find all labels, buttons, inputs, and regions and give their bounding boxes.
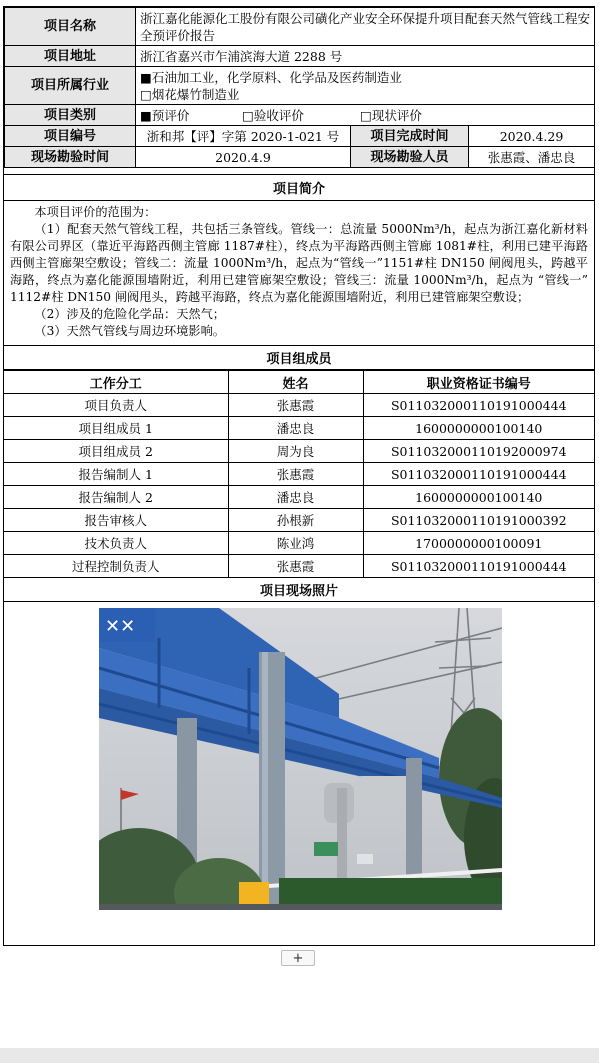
table-row (4, 440, 594, 463)
category-option-label: 验收评价 (253, 107, 304, 123)
completion-time-value: 2020.4.29 (469, 126, 595, 147)
member-name-cell: 周为良 (228, 440, 363, 463)
project-name-value: 浙江嘉化能源化工股份有限公司磺化产业安全环保提升项目配套天然气管线工程安全预评价报告 (136, 8, 595, 46)
table-row (4, 509, 594, 532)
table-row (4, 463, 594, 486)
category-option-pre (140, 107, 242, 124)
member-role-cell: 报告审核人 (4, 509, 228, 532)
industry-option-petrochem (140, 69, 590, 86)
checkbox-unchecked-icon: □ (360, 107, 372, 123)
member-role-cell: 报告编制人 2 (4, 486, 228, 509)
member-name-cell: 张惠霞 (228, 463, 363, 486)
category-option-acceptance (242, 107, 360, 124)
completion-time-label: 项目完成时间 (351, 126, 469, 147)
column-header-certificate: 职业资格证书编号 (363, 371, 594, 394)
checkbox-unchecked-icon: □ (242, 107, 254, 123)
project-number-label: 项目编号 (5, 126, 136, 147)
member-role-cell: 技术负责人 (4, 532, 228, 555)
project-category-label: 项目类别 (5, 105, 136, 126)
expand-button[interactable]: + (281, 950, 315, 966)
intro-paragraph: （2）涉及的危险化学品：天然气； (34, 307, 225, 321)
member-certificate-cell: 1700000000100091 (363, 532, 594, 555)
member-name-cell: 张惠霞 (228, 394, 363, 417)
survey-staff-label: 现场勘验人员 (351, 147, 469, 168)
column-header-name: 姓名 (228, 371, 363, 394)
photo-area (4, 602, 594, 911)
intro-paragraph: 本项目评价的范围为： (34, 205, 157, 219)
checkbox-checked-icon: ■ (140, 107, 152, 123)
member-role-cell: 项目组成员 1 (4, 417, 228, 440)
photo-section-title: 项目现场照片 (4, 578, 594, 602)
bottom-scroll-bar[interactable] (0, 1048, 599, 1063)
spacer-row (4, 168, 594, 175)
project-info-table (4, 7, 595, 168)
survey-time-value: 2020.4.9 (136, 147, 351, 168)
site-photo-illustration (99, 608, 502, 910)
industry-option-label: 石油加工业，化学原料、化学品及医药制造业 (151, 69, 402, 85)
project-address-value: 浙江省嘉兴市乍浦滨海大道 2288 号 (136, 46, 595, 67)
survey-time-label: 现场勘验时间 (5, 147, 136, 168)
member-certificate-cell: S011032000110191000444 (363, 555, 594, 578)
member-role-cell: 报告编制人 1 (4, 463, 228, 486)
project-category-options (136, 105, 595, 126)
survey-staff-value: 张惠霞、潘忠良 (469, 147, 595, 168)
intro-body (4, 201, 594, 346)
column-header-role: 工作分工 (4, 371, 228, 394)
member-role-cell: 过程控制负责人 (4, 555, 228, 578)
site-photo (99, 608, 502, 910)
category-option-status (360, 107, 422, 124)
industry-option-fireworks (140, 86, 590, 103)
member-name-cell: 孙根新 (228, 509, 363, 532)
category-option-label: 预评价 (151, 107, 190, 123)
member-name-cell: 潘忠良 (228, 486, 363, 509)
member-certificate-cell: 1600000000100140 (363, 417, 594, 440)
members-table (4, 370, 594, 578)
checkbox-checked-icon: ■ (140, 69, 152, 85)
checkbox-unchecked-icon: □ (140, 86, 152, 102)
intro-paragraph: （1）配套天然气管线工程，共包括三条管线。管线一：总流量 5000Nm³/h，起点为浙江嘉化新材料有限公司界区（靠近平海路西侧主管廊 1187#柱），终点为平海路西侧主管廊 1081#柱，利用已建平海路西侧主管廊架空敷设；管线二：流量 1000Nm³/h，起点为“管线一”1151#柱 DN150 闸阀甩头，跨越平海路，终点为嘉化能源围墙附近，利用已建管廊架空敷设；管线三：流量 1000Nm³/h，起点为 “管线一” 1112#柱 DN150 闸阀甩头，跨越平海路，终点为嘉化能源围墙附近，利用已建管廊架空敷设； (10, 222, 588, 304)
member-role-cell: 项目负责人 (4, 394, 228, 417)
member-certificate-cell: S011032000110192000974 (363, 440, 594, 463)
member-name-cell: 张惠霞 (228, 555, 363, 578)
table-row (4, 486, 594, 509)
member-name-cell: 陈业鸿 (228, 532, 363, 555)
table-row (4, 417, 594, 440)
project-address-label: 项目地址 (5, 46, 136, 67)
project-number-value: 浙和邦【评】字第 2020-1-021 号 (136, 126, 351, 147)
project-name-label: 项目名称 (5, 8, 136, 46)
table-row (4, 532, 594, 555)
members-header-row (4, 371, 594, 394)
intro-paragraph: （3）天然气管线与周边环境影响。 (34, 324, 225, 338)
members-section-title: 项目组成员 (4, 346, 594, 370)
member-role-cell: 项目组成员 2 (4, 440, 228, 463)
project-industry-options (136, 67, 595, 105)
industry-option-label: 烟花爆竹制造业 (151, 86, 240, 102)
report-sheet (3, 6, 595, 946)
intro-section-title: 项目简介 (4, 175, 594, 201)
member-certificate-cell: 1600000000100140 (363, 486, 594, 509)
member-certificate-cell: S011032000110191000444 (363, 394, 594, 417)
member-name-cell: 潘忠良 (228, 417, 363, 440)
table-row (4, 394, 594, 417)
project-industry-label: 项目所属行业 (5, 67, 136, 105)
table-row (4, 555, 594, 578)
member-certificate-cell: S011032000110191000444 (363, 463, 594, 486)
category-option-label: 现状评价 (371, 107, 422, 123)
member-certificate-cell: S011032000110191000392 (363, 509, 594, 532)
svg-text:✕✕: ✕✕ (105, 616, 136, 637)
